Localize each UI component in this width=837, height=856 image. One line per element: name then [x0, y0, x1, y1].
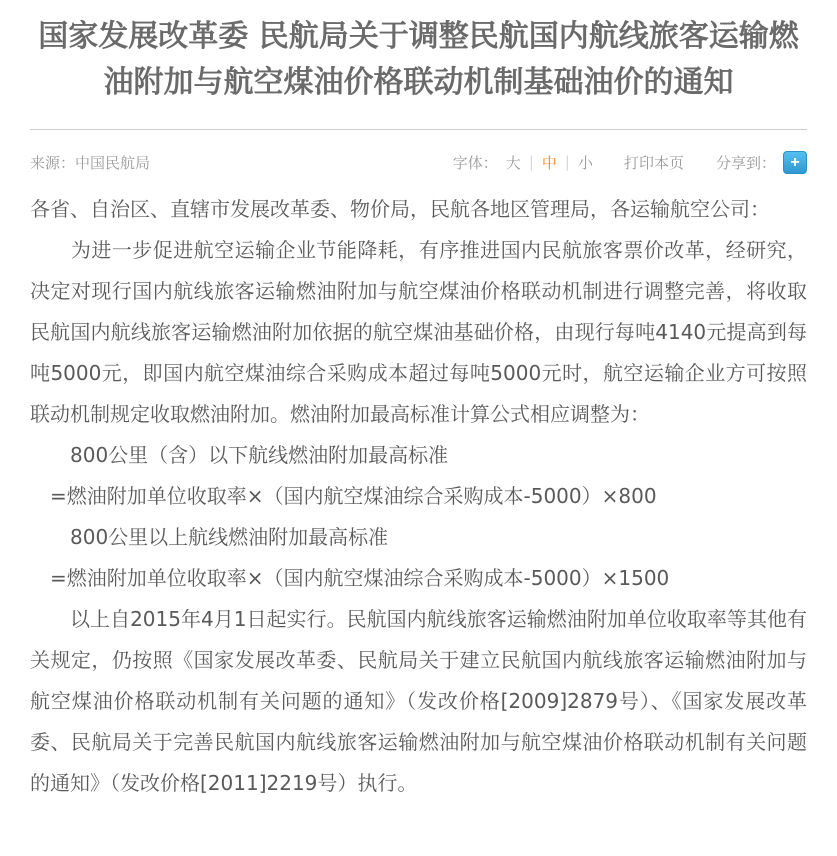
font-size-small-link[interactable]: 小: [577, 153, 593, 172]
article-paragraph: 各省、自治区、直辖市发展改革委、物价局，民航各地区管理局，各运输航空公司：: [30, 197, 770, 221]
font-size-large-link[interactable]: 大: [505, 153, 521, 172]
source-value: 中国民航局: [75, 153, 151, 172]
print-page-link[interactable]: 打印本页: [623, 153, 684, 172]
toolbar-actions: [453, 151, 807, 174]
font-size-label: 字体：: [452, 153, 498, 172]
article-paragraph: 以上自2015年4月1日起实行。民航国内航线旅客运输燃油附加单位收取率等其他有关规定，仍按照《国家发展改革委、民航局关于建立民航国内航线旅客运输燃油附加与航空煤油价格联动机制有关问题的通知》（发改价格[2009]2879号）、《国家发展改革委、民航局关于完善民航国内航线旅客运输燃油附加与航空煤油价格联动机制有关问题的通知》（发改价格[2011]2219号）执行。: [30, 607, 807, 795]
source-label: 来源：: [30, 153, 76, 172]
page-title-line-1: 国家发展改革委 民航局关于调整民航国内航线旅客运输燃: [38, 19, 799, 54]
article-paragraph: 为进一步促进航空运输企业节能降耗，有序推进国内民航旅客票价改革，经研究，决定对现行国内航线旅客运输燃油附加与航空煤油价格联动机制进行调整完善，将收取民航国内航线旅客运输燃油附加依据的航空煤油基础价格，由现行每吨4140元提高到每吨5000元，即国内航空煤油综合采购成本超过每吨5000元时，航空运输企业方可按照联动机制规定收取燃油附加。燃油附加最高标准计算公式相应调整为：: [30, 238, 807, 426]
font-size-medium-link[interactable]: 中: [541, 153, 557, 172]
share-button[interactable]: [783, 151, 807, 174]
article-paragraph: 800公里（含）以下航线燃油附加最高标准: [30, 443, 449, 467]
article-body: [30, 189, 807, 804]
separator-pipe: |: [564, 153, 570, 171]
page-title: [30, 14, 807, 106]
plus-icon: +: [790, 153, 800, 171]
share-to-label: 分享到：: [715, 153, 776, 172]
article-source: [30, 152, 150, 173]
article-paragraph: =燃油附加单位收取率×（国内航空煤油综合采购成本-5000）×1500: [30, 566, 670, 590]
page-title-line-2: 油附加与航空煤油价格联动机制基础油价的通知: [103, 65, 734, 100]
article-paragraph: 800公里以上航线燃油附加最高标准: [30, 525, 389, 549]
separator-pipe: |: [528, 153, 534, 171]
notice-page: [0, 14, 837, 804]
article-paragraph: =燃油附加单位收取率×（国内航空煤油综合采购成本-5000）×800: [30, 484, 657, 508]
meta-toolbar: [30, 130, 807, 175]
